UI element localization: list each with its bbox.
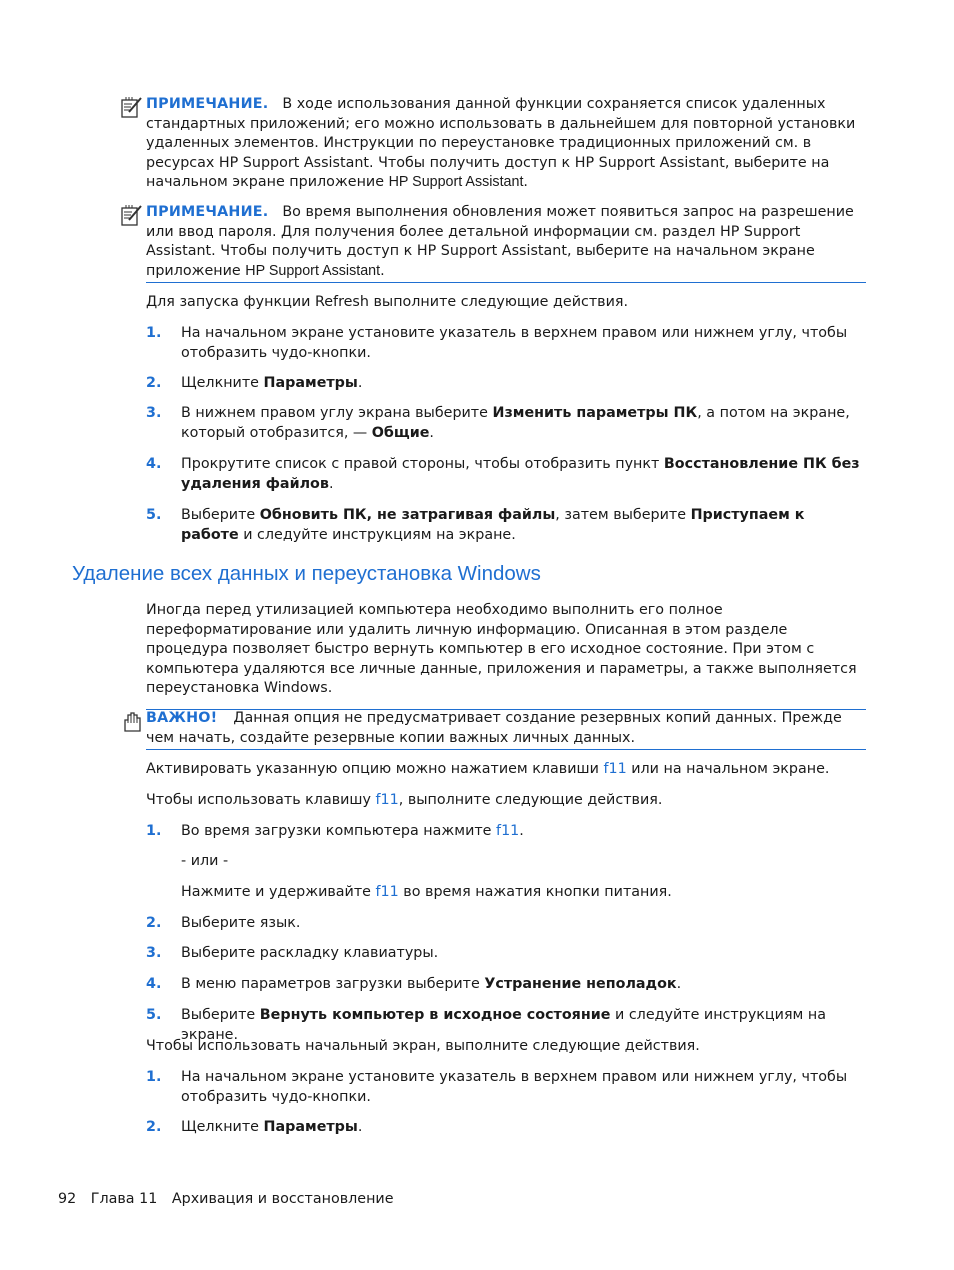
page-number: 92 xyxy=(58,1191,77,1207)
or-separator: - или - xyxy=(181,853,229,869)
list-item xyxy=(146,1068,866,1107)
use-key-text xyxy=(146,791,866,811)
note-pencil-icon xyxy=(120,203,144,227)
step-number: 4. xyxy=(146,976,162,992)
ui-term: Изменить параметры ПК xyxy=(492,405,698,421)
step-text: Выберите язык. xyxy=(181,915,301,931)
key-name: f11 xyxy=(603,761,627,777)
important-label: ВАЖНО! xyxy=(146,710,218,726)
list-item xyxy=(146,324,866,363)
step-text-part: . xyxy=(357,1119,363,1135)
note-label: ПРИМЕЧАНИЕ. xyxy=(146,96,269,112)
chapter-label: Глава 11 xyxy=(90,1191,158,1207)
divider xyxy=(146,282,866,283)
step-text-part: , затем выберите xyxy=(555,507,691,523)
step-text-part: и следуйте инструкциям на экране. xyxy=(238,526,516,543)
ui-term: Обновить ПК, не затрагивая файлы xyxy=(259,507,556,523)
note-text xyxy=(146,95,866,193)
activate-text xyxy=(146,760,866,780)
step-text-part: В меню параметров загрузки выберите xyxy=(181,976,485,992)
ui-term: Устранение неполадок xyxy=(484,976,677,992)
step-number: 1. xyxy=(146,1069,162,1085)
refresh-intro: Для запуска функции Refresh выполните следующие действия. xyxy=(146,294,629,310)
note-block xyxy=(120,95,866,193)
step-text-part: Щелкните xyxy=(181,1119,264,1135)
list-item xyxy=(146,822,866,842)
app-name: HP Support Assistant xyxy=(388,174,524,190)
important-text xyxy=(146,709,866,748)
step-text-part: . xyxy=(676,976,682,992)
important-body: Данная опция не предусматривает создание резервных копий данных. Прежде чем начать, создайте резервные копии важных личных данных. xyxy=(146,710,842,746)
app-name: HP Support Assistant xyxy=(245,262,381,279)
list-item xyxy=(146,404,866,443)
text-part: во время нажатия кнопки питания. xyxy=(398,884,672,900)
important-block xyxy=(120,709,866,748)
start-intro: Чтобы использовать начальный экран, выполните следующие действия. xyxy=(146,1038,700,1054)
step-number: 2. xyxy=(146,1119,162,1135)
step-text-part: Выберите xyxy=(181,507,260,523)
important-hand-icon xyxy=(120,709,144,733)
ui-term: Общие xyxy=(371,424,430,441)
step-number: 1. xyxy=(146,823,162,839)
text-part: , выполните следующие действия. xyxy=(398,792,663,808)
note-pencil-icon xyxy=(120,95,144,119)
list-item xyxy=(146,944,866,964)
step-number: 2. xyxy=(146,915,162,931)
step-number: 3. xyxy=(146,405,162,421)
step-text-part: . xyxy=(357,375,363,391)
step-text-part: Прокрутите список с правой стороны, чтобы отобразить пункт xyxy=(181,456,664,472)
section-intro: Иногда перед утилизацией компьютера необходимо выполнить его полное переформатирование или удалить личную информацию. Описанная в этом разделе процедура позволяет быстро вернуть компьютер в его исходное состояние. При этом с компьютера удаляются все личные данные, приложения и параметры, а также выполняется переустановка Windows. xyxy=(146,602,857,696)
step-text-part: . xyxy=(429,424,434,441)
step-text-part: В нижнем правом углу экрана выберите xyxy=(181,405,493,421)
text-part: или на начальном экране. xyxy=(626,761,830,777)
step-number: 5. xyxy=(146,1007,162,1023)
text-part: Активировать указанную опцию можно нажатием клавиши xyxy=(146,761,604,777)
step-text xyxy=(181,404,866,443)
note-text xyxy=(146,203,866,281)
ui-term: Параметры xyxy=(263,1119,358,1135)
ui-term: Вернуть компьютер в исходное состояние xyxy=(259,1007,611,1023)
step-text xyxy=(181,374,866,394)
step-text xyxy=(181,455,866,494)
step-text-part: и следуйте инструкциям на экране. xyxy=(181,1007,826,1043)
step-text-part: На начальном экране установите указатель в верхнем правом или нижнем углу, чтобы отобразить чудо-кнопки. xyxy=(181,325,848,361)
step-text-part: Выберите xyxy=(181,1007,260,1023)
key-name: f11 xyxy=(375,792,399,808)
step-text xyxy=(181,324,866,363)
list-item xyxy=(146,455,866,494)
step-text xyxy=(181,1118,866,1138)
note-body: В ходе использования данной функции сохраняется список удаленных стандартных приложений; его можно использовать в дальнейшем для повторной установки удаленных элементов. Инструкции по переустановке традиционных приложений см. в ресурсах HP Support Assistant. Чтобы получить доступ к HP Support Assistant, выберите на начальном экране приложение xyxy=(146,96,856,190)
note-block xyxy=(120,203,866,281)
alternative-step xyxy=(181,883,866,903)
step-text: Выберите раскладку клавиатуры. xyxy=(181,945,439,961)
list-item xyxy=(146,374,866,394)
step-number: 3. xyxy=(146,945,162,961)
step-text-part: Во время загрузки компьютера нажмите xyxy=(181,823,497,839)
step-text-part: Щелкните xyxy=(181,375,264,391)
step-number: 5. xyxy=(146,507,162,523)
section-heading: Удаление всех данных и переустановка Windows xyxy=(72,562,541,585)
ui-term: Восстановление ПК без удаления файлов xyxy=(181,456,860,492)
list-item xyxy=(146,506,866,545)
list-item xyxy=(146,914,866,934)
step-number: 2. xyxy=(146,375,162,391)
step-number: 1. xyxy=(146,325,162,341)
page-footer xyxy=(58,1190,404,1210)
key-name: f11 xyxy=(375,884,399,900)
step-text-part: . xyxy=(519,823,524,839)
note-label: ПРИМЕЧАНИЕ. xyxy=(146,204,269,220)
key-name: f11 xyxy=(496,823,520,839)
note-end: . xyxy=(523,174,528,190)
text-part: Чтобы использовать клавишу xyxy=(146,792,376,808)
note-end: . xyxy=(380,262,385,279)
list-item xyxy=(146,975,866,995)
step-text xyxy=(181,506,866,545)
list-item xyxy=(146,1118,866,1138)
ui-term: Параметры xyxy=(263,375,358,391)
text-part: Нажмите и удерживайте xyxy=(181,884,376,900)
step-text: На начальном экране установите указатель в верхнем правом или нижнем углу, чтобы отобразить чудо-кнопки. xyxy=(181,1069,848,1105)
step-number: 4. xyxy=(146,456,162,472)
ui-term: Приступаем к работе xyxy=(181,507,805,543)
step-text-part: . xyxy=(328,475,334,492)
step-text-part: , а потом на экране, который отобразится, — xyxy=(181,405,850,441)
chapter-title: Архивация и восстановление xyxy=(171,1191,394,1207)
step-text xyxy=(181,975,866,995)
divider xyxy=(146,749,866,750)
note-body: Во время выполнения обновления может появиться запрос на разрешение или ввод пароля. Для получения более детальной информации см. раздел HP Support Assistant. Чтобы получить доступ к HP Support Assistant, выберите на начальном экране приложение xyxy=(146,204,854,279)
step-text xyxy=(181,822,866,842)
